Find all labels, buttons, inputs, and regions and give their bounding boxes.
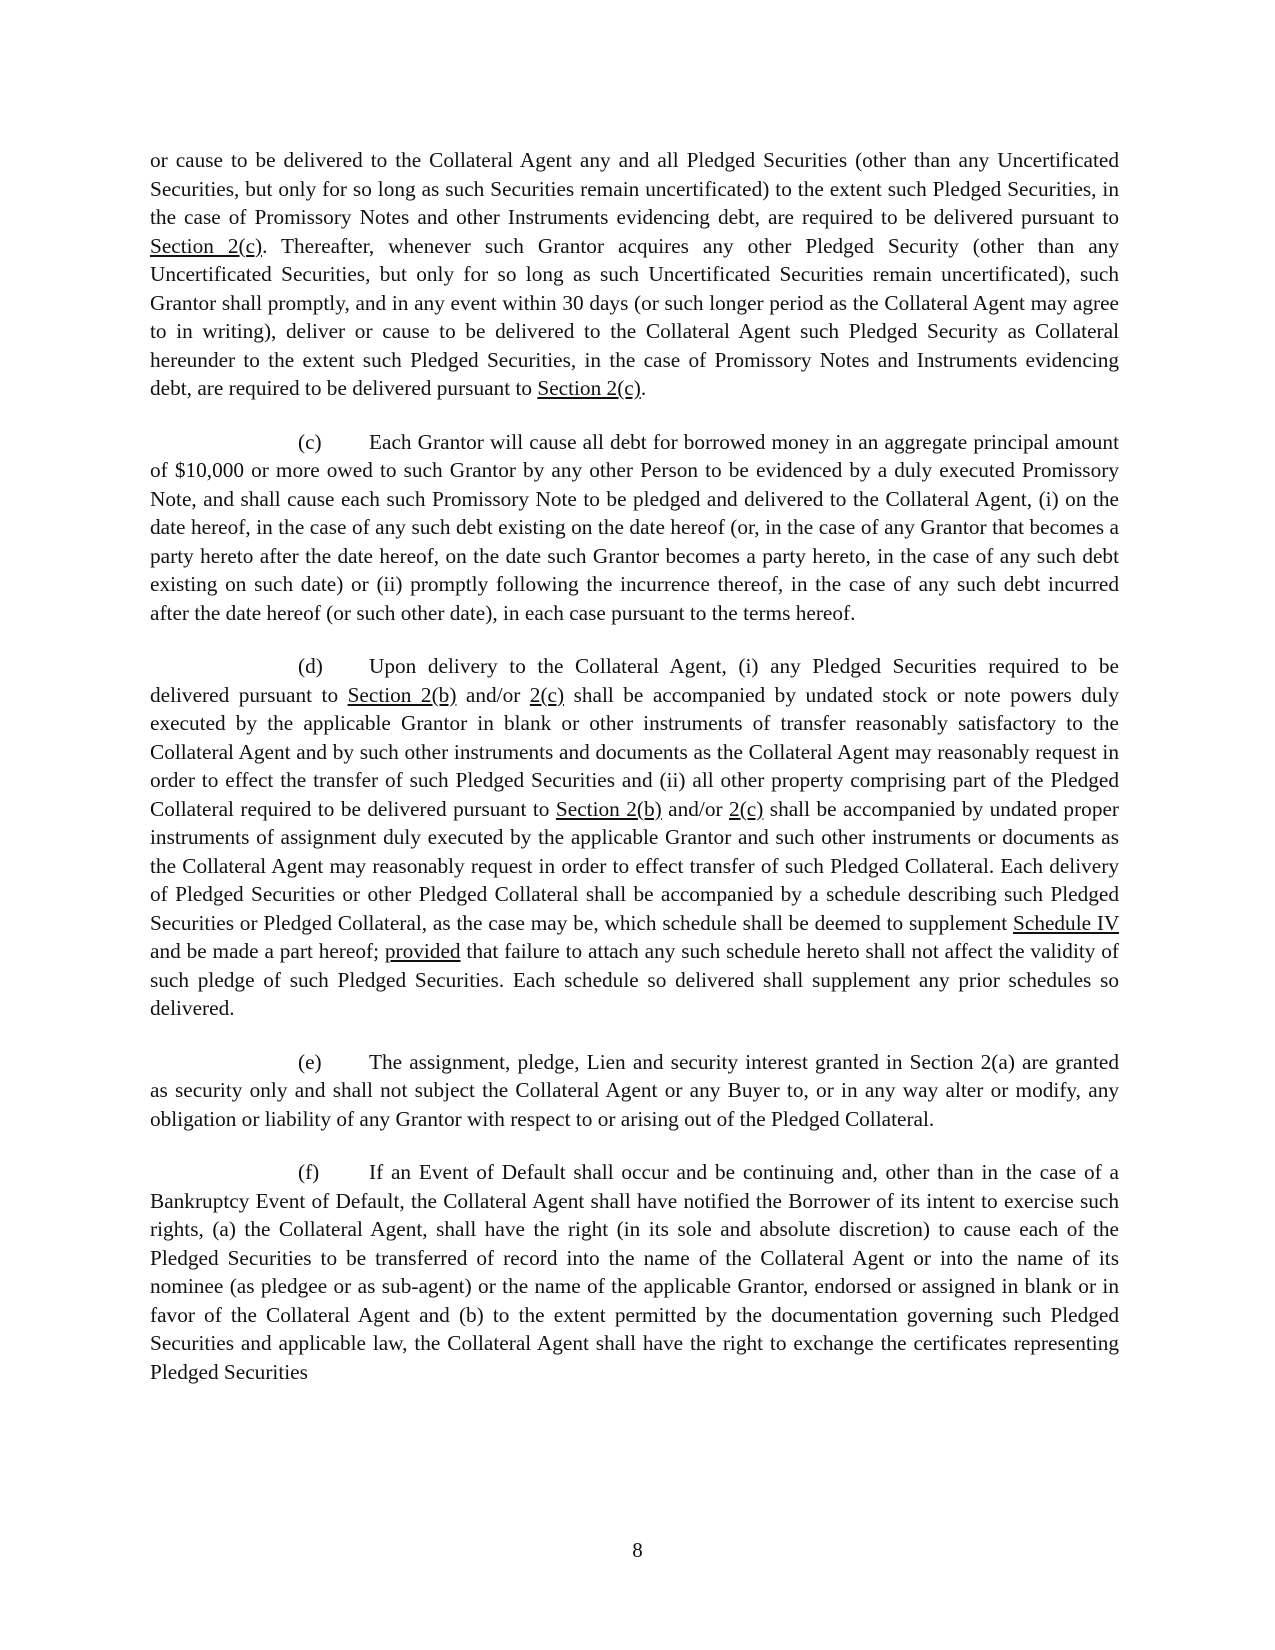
cross-reference-section-2c: Section 2(c) — [150, 233, 263, 258]
paragraph-marker: (e) — [298, 1049, 322, 1074]
text-run: shall be accompanied by undated proper instruments of assignment duly executed by the applicable Grantor and such other instruments or documents as the Collateral Agent may reasonably request in order to effect transfer of such Pledged Collateral. Each delivery of Pledged Securities or other Pledged Collateral shall be accompanied by a schedule describing such Pledged Securities or Pledged Collateral, as the case may be, which schedule shall be deemed to supplement — [150, 796, 1120, 935]
text-run: If an Event of Default shall occur and be continuing and, other than in the case of a Bankruptcy Event of Default, the Collateral Agent shall have notified the Borrower of its intent to exercise such rights, (a) the Collateral Agent, shall have the right (in its sole and absolute discretion) to cause each of the Pledged Securities to be transferred of record into the name of the Collateral Agent or into the name of its nominee (as pledgee or as sub-agent) or the name of the applicable Grantor, endorsed or assigned in blank or in favor of the Collateral Agent and (b) to the extent permitted by the documentation governing such Pledged Securities and applicable law, the Collateral Agent shall have the right to exchange the certificates representing Pledged Securities — [150, 1160, 1119, 1384]
cross-reference-section-2c: Section 2(c) — [537, 376, 641, 400]
text-run: shall be accompanied by undated stock or note powers duly executed by the applicable Grantor in blank or other instruments of transfer reasonably satisfactory to the Collateral Agent and by such other instruments and documents as the Collateral Agent may reasonably request in order to effect the transfer of such Pledged Securities and (ii) all other property comprising part of the Pledged Collateral required to be delivered pursuant to — [150, 682, 1119, 821]
text-run: . Thereafter, whenever such Grantor acquires any other Pledged Security (other than any Uncertificated Securities, but only for so long as such Uncertificated Securities remain uncertificated), such Grantor shall promptly, and in any event within 30 days (or such longer period as the Collateral Agent may agree to in writing), deliver or cause to be delivered to the Collateral Agent such Pledged Security as Collateral hereunder to the extent such Pledged Securities, in the case of Promissory Notes and Instruments evidencing debt, are required to be delivered pursuant to — [150, 233, 1119, 400]
document-body — [150, 146, 1119, 1411]
text-run: The assignment, pledge, Lien and security interest granted in Section 2(a) are granted as security only and shall not subject the Collateral Agent or any Buyer to, or in any way alter or modify, any obligation or liability of any Grantor with respect to or arising out of the Pledged Collateral. — [150, 1049, 1119, 1131]
cross-reference-schedule-iv: Schedule IV — [1013, 910, 1119, 935]
paragraph-f — [150, 1158, 1119, 1386]
text-run: and/or — [661, 796, 730, 821]
paragraph-d — [150, 652, 1119, 1023]
cross-reference-section-2b: Section 2(b) — [347, 682, 457, 707]
text-run: Each Grantor will cause all debt for borrowed money in an aggregate principal amount of $10,000 or more owed to such Grantor by any other Person to be evidenced by a duly executed Promissory Note, and shall cause each such Promissory Note to be pledged and delivered to the Collateral Agent, (i) on the date hereof, in the case of any such debt existing on the date hereof (or, in the case of any Grantor that becomes a party hereto after the date hereof, on the date such Grantor becomes a party hereto, in the case of any such debt existing on such date) or (ii) promptly following the incurrence thereof, in the case of any such debt incurred after the date hereof (or such other date), in each case pursuant to the terms hereof. — [150, 429, 1119, 625]
defined-term-provided: provided — [384, 939, 461, 963]
paragraph-c — [150, 428, 1119, 628]
cross-reference-2c: 2(c) — [529, 682, 565, 707]
text-run: that failure to attach any such schedule hereto shall not affect the validity of such pledge of such Pledged Securities. Each schedule so delivered shall supplement any prior schedules so delivered. — [150, 939, 1119, 1020]
cross-reference-2c: 2(c) — [729, 796, 764, 821]
paragraph-marker: (c) — [298, 429, 322, 454]
paragraph-b-continued — [150, 146, 1119, 403]
text-run: Upon delivery to the Collateral Agent, (i) any Pledged Securities required to be delivered pursuant to — [150, 654, 1119, 707]
paragraph-e — [150, 1048, 1119, 1134]
paragraph-marker: (d) — [298, 654, 323, 678]
text-run: and/or — [456, 682, 530, 707]
cross-reference-section-2b: Section 2(b) — [555, 796, 662, 821]
page-number: 8 — [632, 1538, 643, 1562]
paragraph-marker: (f) — [298, 1160, 320, 1184]
text-run: . — [640, 376, 647, 400]
text-run: or cause to be delivered to the Collateral Agent any and all Pledged Securities (other than any Uncertificated Securities, but only for so long as such Securities remain uncertificated) to the extent such Pledged Securities, in the case of Promissory Notes and other Instruments evidencing debt, are required to be delivered pursuant to — [150, 148, 1119, 229]
text-run: and be made a part hereof; — [150, 939, 385, 963]
